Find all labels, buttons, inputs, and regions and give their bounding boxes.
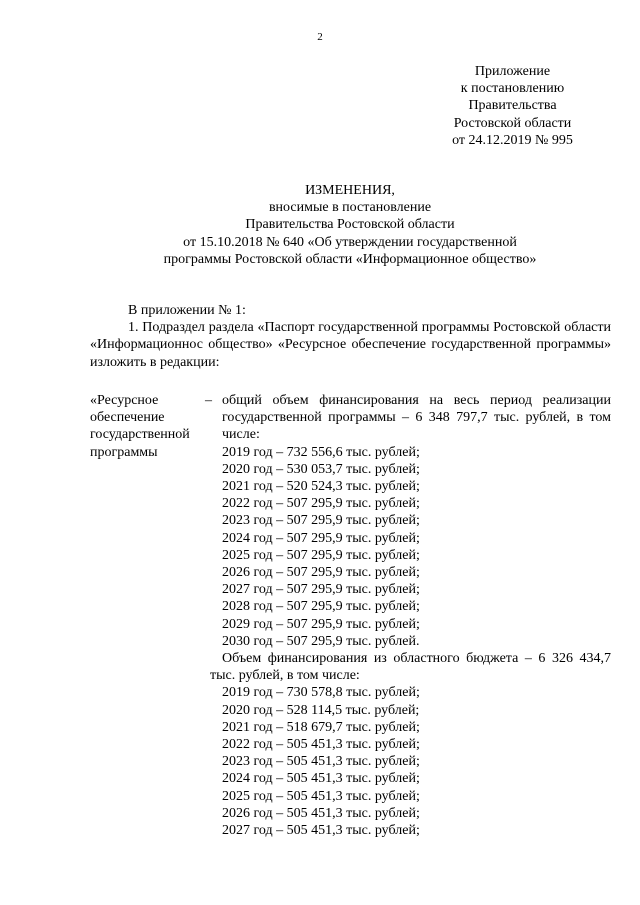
regional-funding-year: 2025 год – 505 451,3 тыс. рублей; bbox=[222, 788, 420, 804]
regional-funding-year: 2026 год – 505 451,3 тыс. рублей; bbox=[222, 805, 420, 821]
intro-section bbox=[90, 302, 611, 371]
resource-label-line: обеспечение bbox=[90, 410, 165, 426]
appendix-line: к постановлению bbox=[460, 81, 565, 97]
total-funding-year: 2029 год – 507 295,9 тыс. рублей; bbox=[222, 616, 420, 632]
intro-line: В приложении № 1: bbox=[128, 303, 246, 318]
appendix-block bbox=[440, 63, 585, 149]
intro-paragraph: 1. Подраздел раздела «Паспорт государственной программы Ростовской области «Информационнос общество» «Ресурсное обеспечение государственной программы» изложить в редакции: bbox=[90, 320, 611, 370]
document-title bbox=[90, 182, 610, 268]
total-funding-year: 2019 год – 732 556,6 тыс. рублей; bbox=[222, 444, 420, 460]
total-funding-text: общий объем финансирования на весь период реализации государственной программы – 6 348 797,7 тыс. рублей, в том числе: bbox=[222, 393, 611, 443]
title-line: от 15.10.2018 № 640 «Об утверждении государственной bbox=[183, 234, 517, 250]
resource-label-line: программы bbox=[90, 444, 158, 460]
regional-funding-year: 2024 год – 505 451,3 тыс. рублей; bbox=[222, 771, 420, 787]
regional-funding-year: 2020 год – 528 114,5 тыс. рублей; bbox=[222, 702, 420, 718]
resource-body bbox=[210, 392, 611, 839]
resource-label-line: государственной bbox=[90, 427, 190, 443]
regional-funding-year: 2023 год – 505 451,3 тыс. рублей; bbox=[222, 754, 420, 770]
resource-dash: – bbox=[205, 393, 212, 408]
title-line: программы Ростовской области «Информационное общество» bbox=[163, 251, 537, 267]
total-funding-year: 2027 год – 507 295,9 тыс. рублей; bbox=[222, 582, 420, 598]
title-heading: ИЗМЕНЕНИЯ, bbox=[305, 183, 395, 198]
total-funding-year: 2030 год – 507 295,9 тыс. рублей. bbox=[222, 633, 420, 649]
title-line: вносимые в постановление bbox=[268, 200, 432, 216]
total-funding-year: 2024 год – 507 295,9 тыс. рублей; bbox=[222, 530, 420, 546]
total-funding-year: 2023 год – 507 295,9 тыс. рублей; bbox=[222, 513, 420, 529]
page-number: 2 bbox=[317, 31, 323, 43]
appendix-line: Приложение bbox=[474, 64, 551, 79]
regional-funding-year: 2027 год – 505 451,3 тыс. рублей; bbox=[222, 823, 420, 839]
total-funding-year: 2028 год – 507 295,9 тыс. рублей; bbox=[222, 599, 420, 615]
regional-funding-year: 2021 год – 518 679,7 тыс. рублей; bbox=[222, 719, 420, 735]
total-funding-year: 2020 год – 530 053,7 тыс. рублей; bbox=[222, 461, 420, 477]
total-funding-year: 2025 год – 507 295,9 тыс. рублей; bbox=[222, 547, 420, 563]
appendix-line: Ростовской области bbox=[453, 115, 572, 131]
total-funding-year: 2021 год – 520 524,3 тыс. рублей; bbox=[222, 479, 420, 495]
title-line: Правительства Ростовской области bbox=[245, 217, 455, 233]
regional-funding-text: Объем финансирования из областного бюджета – 6 326 434,7 тыс. рублей, в том числе: bbox=[210, 651, 611, 684]
total-funding-year: 2022 год – 507 295,9 тыс. рублей; bbox=[222, 496, 420, 512]
regional-funding-year: 2019 год – 730 578,8 тыс. рублей; bbox=[222, 685, 420, 701]
appendix-line: Правительства bbox=[468, 98, 557, 114]
regional-funding-year: 2022 год – 505 451,3 тыс. рублей; bbox=[222, 737, 420, 753]
total-funding-year: 2026 год – 507 295,9 тыс. рублей; bbox=[222, 565, 420, 581]
resource-label bbox=[90, 392, 215, 461]
appendix-line: от 24.12.2019 № 995 bbox=[452, 132, 573, 148]
resource-label-line: «Ресурсное bbox=[90, 393, 159, 408]
